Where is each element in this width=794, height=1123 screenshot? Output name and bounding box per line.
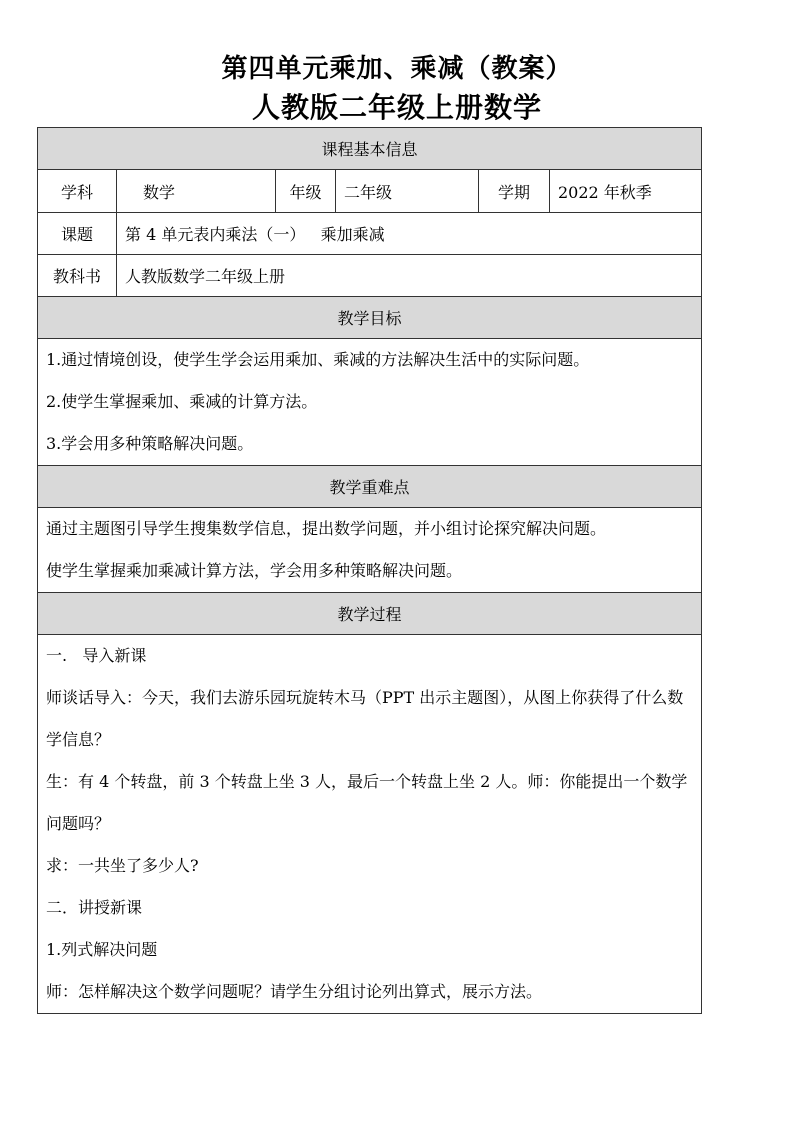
document-title: 第四单元乘加、乘减（教案） bbox=[221, 54, 573, 84]
objectives-header: 教学目标 bbox=[38, 297, 702, 339]
textbook-value: 人教版数学二年级上册 bbox=[117, 255, 702, 297]
subject-label: 学科 bbox=[38, 170, 117, 213]
objectives-body bbox=[38, 339, 702, 466]
grade-label: 年级 bbox=[276, 170, 336, 213]
topic-value: 第 4 单元表内乘法（一） 乘加乘减 bbox=[117, 213, 702, 255]
subject-value: 数学 bbox=[117, 170, 276, 213]
process-header: 教学过程 bbox=[38, 593, 702, 635]
process-item: 一. 导入新课 bbox=[46, 646, 147, 665]
grade-value: 二年级 bbox=[336, 170, 479, 213]
objective-item: 1.通过情境创设，使学生学会运用乘加、乘减的方法解决生活中的实际问题。 bbox=[46, 350, 590, 369]
key-points-body bbox=[38, 508, 702, 593]
process-body bbox=[38, 635, 702, 1014]
lesson-plan-table bbox=[37, 127, 702, 1014]
objective-item: 2.使学生掌握乘加、乘减的计算方法。 bbox=[46, 392, 318, 411]
term-value: 2022 年秋季 bbox=[550, 170, 702, 213]
process-item: 二．讲授新课 bbox=[46, 898, 143, 917]
process-item: 师谈话导入：今天，我们去游乐园玩旋转木马（PPT 出示主题图），从图上你获得了什么数学信息？ bbox=[46, 688, 684, 749]
term-label: 学期 bbox=[479, 170, 550, 213]
key-points-header: 教学重难点 bbox=[38, 466, 702, 508]
process-item: 1.列式解决问题 bbox=[46, 940, 158, 959]
process-item: 求：一共坐了多少人? bbox=[46, 856, 199, 875]
topic-label: 课题 bbox=[38, 213, 117, 255]
document-subtitle: 人教版二年级上册数学 bbox=[251, 91, 542, 124]
process-item: 生：有 4 个转盘，前 3 个转盘上坐 3 人，最后一个转盘上坐 2 人。师：你能提出一个数学问题吗？ bbox=[46, 772, 688, 833]
process-item: 师：怎样解决这个数学问题呢？请学生分组讨论列出算式，展示方法。 bbox=[46, 982, 543, 1001]
objective-item: 3.学会用多种策略解决问题。 bbox=[46, 434, 254, 453]
textbook-label: 教科书 bbox=[38, 255, 117, 297]
basic-info-header: 课程基本信息 bbox=[38, 128, 702, 170]
key-point-item: 通过主题图引导学生搜集数学信息，提出数学问题，并小组讨论探究解决问题。 bbox=[46, 519, 607, 538]
key-point-item: 使学生掌握乘加乘减计算方法，学会用多种策略解决问题。 bbox=[46, 561, 463, 580]
